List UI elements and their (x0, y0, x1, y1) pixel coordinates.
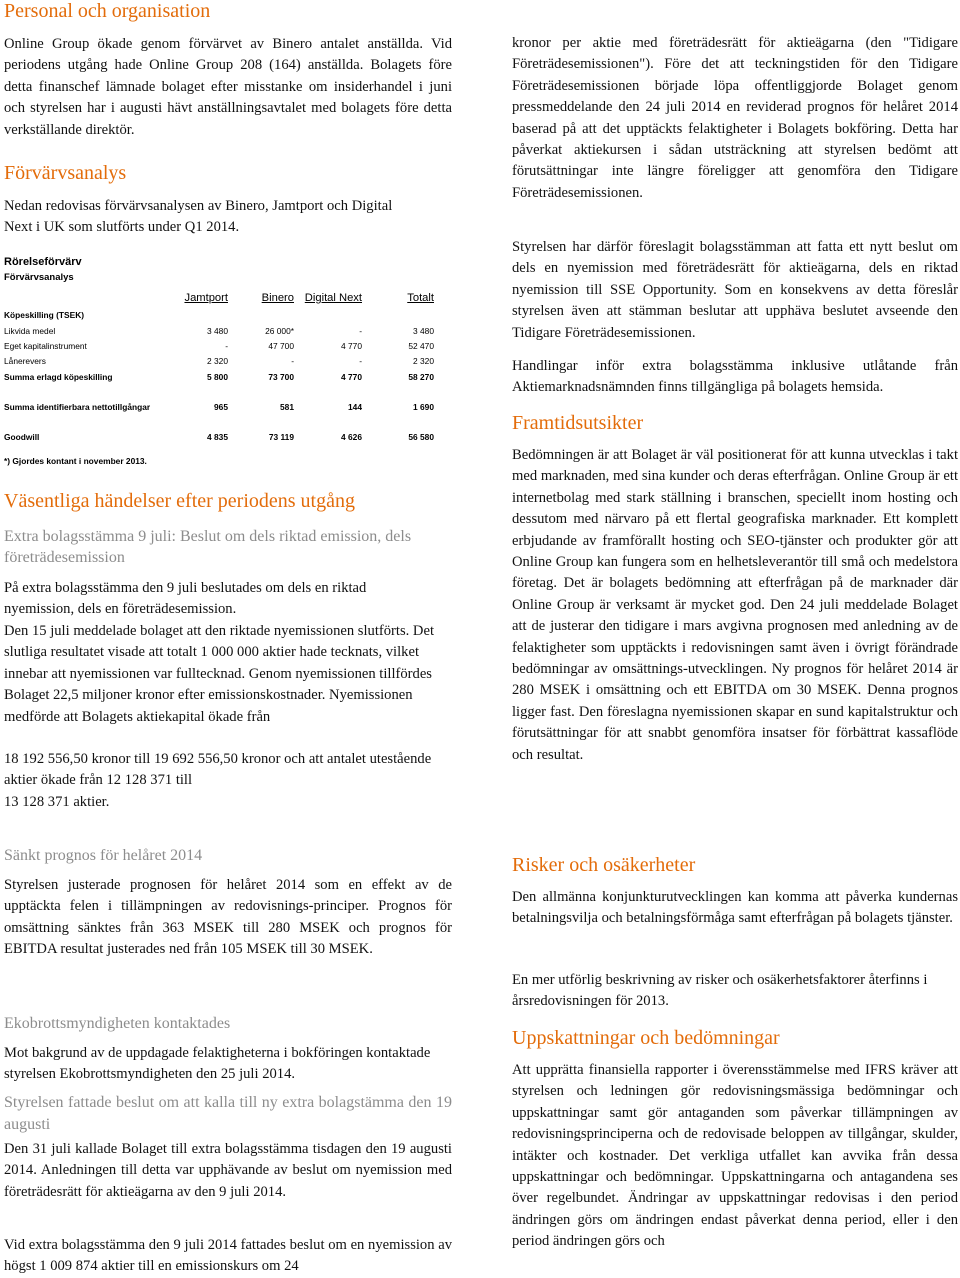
risker-p2: En mer utförlig beskrivning av risker och osäkerhetsfaktorer återfinns i årsredovisningen för 2013. (512, 972, 928, 1010)
framtid-text: Bedömningen är att Bolaget är väl positionerat för att kunna utvecklas i takt med marknaden, med sina kunder och deras efterfrågan. Online Group är ett internetbolag med stark ställning i branschen, speciellt inom hosting och dessutom med närvaro på ett flertal geografiska marknader. Ett komplett erbjudande av framförallt hosting och SEO-tjänster och produkter gör att Online Group kan fungera som en helhetsleverantör till små och medelstora företag. Det är bolagets bedömning att efterfrågan på de marknader där Online Group är verksamt är mycket god. Den 24 juli meddelade Bolaget att de justerar den tidigare i mars avgivna prognosen med anledning av de felaktigheter som upptäckts i redovisningen samt även i övrigt förändrade bedömningar av omsättnings-utvecklingen. Ny prognos för helåret 2014 är 280 MSEK i omsättning och ett EBITDA om 30 MSEK. Denna prognos ligger fast. Den föreslagna nyemissionen skapar en sund kapitalstruktur och förutsättningar för att snabbt genomföra insatser för förbättrat kassaflöde och resultat. (512, 447, 958, 763)
uppsk-text: Att upprätta finansiella rapporter i överensstämmelse med IFRS kräver att styrelsen och ledningen gör redovisningsmässiga bedömningar och uppskattningar samt gör antaganden som påverkar tillämpningen av redovisningsprinciperna och de redovisade beloppen av tillgångar, skulder, intäkter och kostnader. Det verkliga utfallet kan avvika från dessa uppskattningar och bedömningar. Uppskattningarna och antagandena ses över regelbundet. Ändringar av uppskattningar redovisas i den period ändringen görs om ändringen endast påverkat denna period, eller i den period ändringen görs och (512, 1062, 958, 1250)
styrelsen-p2: Vid extra bolagsstämma den 9 juli 2014 fattades beslut om en nyemission av högst 1 009 874 aktier till en emissionskurs om 24 (4, 1237, 452, 1275)
col-header-totalt: Totalt (407, 292, 434, 304)
ekobrott-subheading: Ekobrottsmyndigheten kontaktades (4, 1015, 231, 1032)
ekobrott-text: Mot bakgrund av de uppdagade felaktigheterna i bokföringen kontaktade styrelsen Ekobrottsmyndigheten den 25 juli 2014. (4, 1045, 431, 1083)
extra-subheading: Extra bolagsstämma 9 juli: Beslut om dels riktad emission, dels företrädesemission (4, 528, 412, 566)
framtid-heading: Framtidsutsikter (512, 412, 644, 434)
personal-text: Online Group ökade genom förvärvet av Binero antalet anställda. Vid periodens utgång hade Online Group 208 (164) anställda. Bolagets före detta finanschef lämnade bolaget efter misstanke om insiderhandel i juni och styrelsen har i augusti hävt anställningsavtalet med bolagets före detta verkställande direktör. (4, 36, 452, 138)
vasentliga-heading: Väsentliga händelser efter periodens utgång (4, 490, 355, 512)
col-header-binero: Binero (261, 292, 294, 304)
sankt-text: Styrelsen justerade prognosen för helåret 2014 som en effekt av de upptäckta felen i tillämpningen av redovisnings-principer. Prognos för omsättning sänktes från 363 MSEK till 280 MSEK och prognos för EBITDA resultat justerades ned från 105 MSEK till 30 MSEK. (4, 877, 452, 958)
right-p1: kronor per aktie med företrädesrätt för aktieägarna (den "Tidigare Företrädesemissionen"). Före det att teckningstiden för den Tidigare Företrädesemissionen började löpa offentliggjorde Bolaget genom pressmeddelande den 24 juli 2014 en reviderad prognos för helåret 2014 baserad på att det upptäckts felaktigheter i Bolagets bokföring. Detta har påverkat aktiekursen i sådan utsträckning att styrelsen bedömt att förutsättningar inte längre föreligger att genomföra den Tidigare Företrädesemissionen. (512, 35, 958, 201)
forvarv-table: Rörelseförvärv Förvärvsanalys Jamtport Binero Digital Next Totalt Köpeskilling (TSEK) Likvida medel 3 480 26 000* - 3 480 Eget kapitalinstrument - 47 700 4 770 52 470 Lånerevers 2 320 - - 2 320 Summa erlagd köpeskilling 5 800 73 700 4 770 58 270 Summa identifierbara nettotillgångar 965 581 144 1 690 Goodwill 4 835 73 119 4 626 56 580 *) Gjordes kontant i november 2013. (4, 256, 434, 466)
sankt-subheading: Sänkt prognos för helåret 2014 (4, 847, 203, 864)
styrelsen-subheading: Styrelsen fattade beslut om att kalla till ny extra bolagstämma den 19 augusti (4, 1094, 452, 1133)
forvarv-heading: Förvärvsanalys (4, 162, 127, 184)
col-header-digital-next: Digital Next (304, 292, 362, 304)
extra-p2: Den 15 juli meddelade bolaget att den riktade nyemissionen slutförts. Det slutliga resultatet visade att totalt 1 000 000 aktier hade tecknats, vilket innebar att nyemissionen var fulltecknad. Genom nyemissionen tillfördes Bolaget 22,5 miljoner kronor efter emissionskostnader. Nyemissionen medförde att Bolagets aktiekapital ökade från (4, 623, 435, 725)
right-p3: Handlingar inför extra bolagsstämma inklusive utlåtande från Aktiemarknadsnämnden finns tillgängliga på bolagets hemsida. (512, 358, 958, 396)
personal-heading: Personal och organisation (4, 0, 211, 22)
col-header-jamtport: Jamtport (184, 292, 228, 304)
risker-heading: Risker och osäkerheter (512, 854, 696, 876)
table-subtitle: Förvärvsanalys (4, 272, 74, 283)
risker-p1: Den allmänna konjunkturutvecklingen kan komma att påverka kundernas betalningsvilja och betalningsförmåga samt efterfrågan på bolagets tjänster. (512, 889, 958, 927)
extra-p4: 13 128 371 aktier. (4, 794, 110, 810)
extra-p1: På extra bolagsstämma den 9 juli beslutades om dels en riktad nyemission, dels en företrädesemission. (4, 580, 367, 618)
extra-p3: 18 192 556,50 kronor till 19 692 556,50 kronor och att antalet utestående aktier ökade från 12 128 371 till (4, 751, 432, 789)
right-p2: Styrelsen har därför föreslagit bolagsstämman att fatta ett nytt beslut om dels en nyemission med företrädesrätt för aktieägarna, dels en riktad nyemission till SSE Opportunity. Som en konsekvens av detta föreslår styrelsen även att stämman beslutar att upphäva beslutet avseende den Tidigare Företrädesemissionen. (512, 239, 958, 341)
forvarv-text: Nedan redovisas förvärvsanalysen av Binero, Jamtport och Digital Next i UK som slutförts under Q1 2014. (4, 198, 393, 236)
styrelsen-p1: Den 31 juli kallade Bolaget till extra bolagsstämma tisdagen den 19 augusti 2014. Anledningen till detta var upphävande av beslut om nyemission med företrädesrätt för aktieägarna av den 9 juli 2014. (4, 1141, 452, 1200)
uppsk-heading: Uppskattningar och bedömningar (512, 1027, 780, 1049)
table-title: Rörelseförvärv (4, 256, 82, 268)
